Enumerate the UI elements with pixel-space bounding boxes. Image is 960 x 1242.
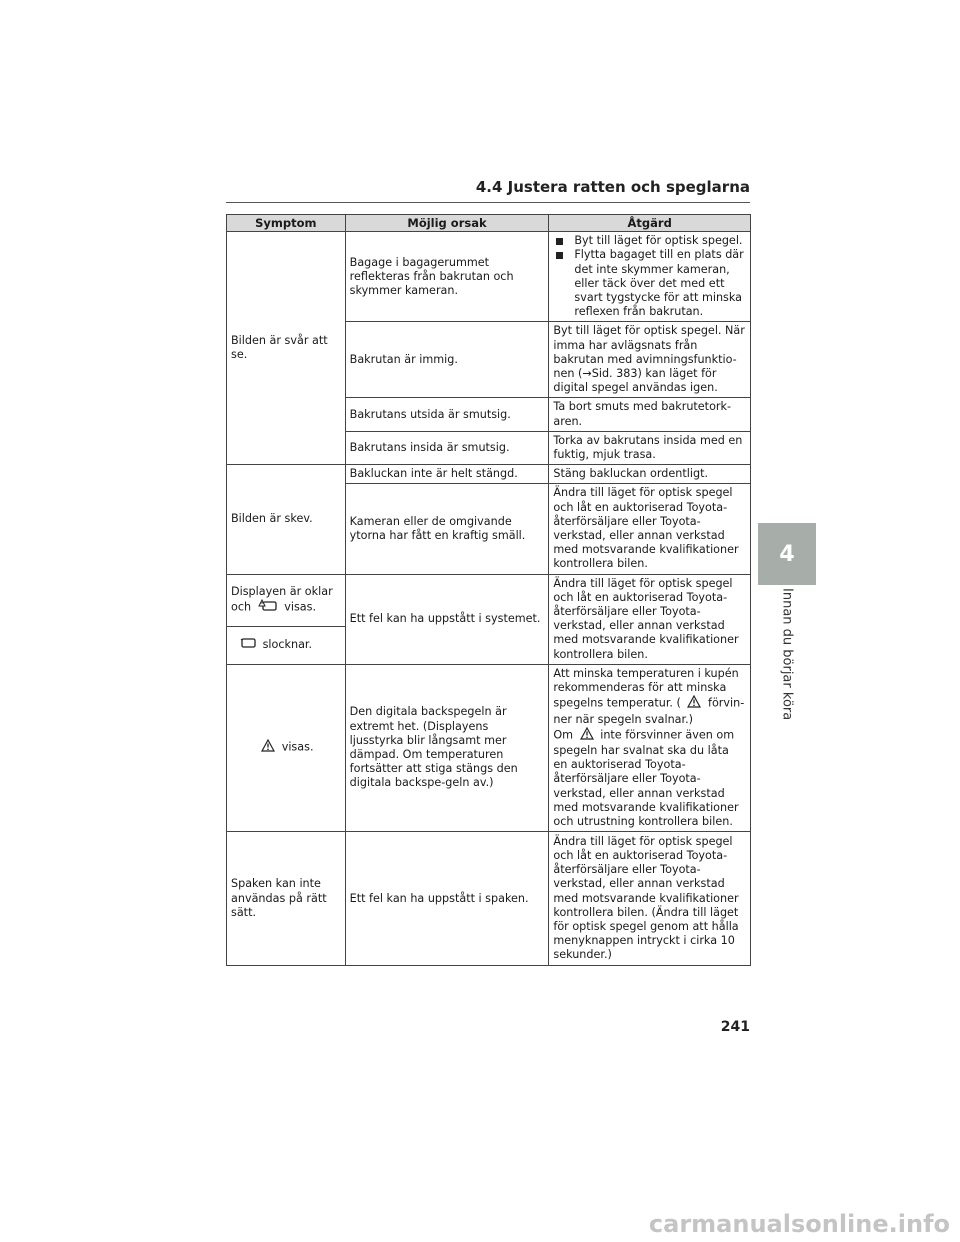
table-row [227, 832, 751, 966]
symptom-cell: slocknar. [227, 627, 346, 665]
table-row [227, 664, 751, 831]
symptom-cell: Bilden är skev. [227, 465, 346, 574]
warning-triangle-icon [580, 727, 594, 744]
symptom-cell: visas. [227, 664, 346, 831]
action-cell: Ändra till läget för optisk spegel och låt en auktoriserad Toyota-återförsäljare eller Toyota-verkstad, eller annan verkstad med motsvarande kvalifikationer kontrollera bilen. [549, 484, 751, 574]
action-cell: Ändra till läget för optisk spegel och låt en auktoriserad Toyota-återförsäljare eller Toyota-verkstad, eller annan verkstad med motsvarande kvalifikationer kontrollera bilen. (Ändra till läget för optisk spegel genom att hålla menyknappen intryckt i cirka 10 sekunder.) [549, 832, 751, 966]
table-row [227, 465, 751, 484]
cause-cell: Bakrutans utsida är smutsig. [345, 398, 549, 431]
cause-cell: Kameran eller de omgivande ytorna har fått en kraftig smäll. [345, 484, 549, 574]
symptom-cell: Spaken kan inte användas på rätt sätt. [227, 832, 346, 966]
action-cell: Torka av bakrutans insida med en fuktig, mjuk trasa. [549, 431, 751, 464]
cause-cell: Bakrutan är immig. [345, 322, 549, 398]
cause-cell: Bagage i bagagerummet reflekteras från bakrutan och skymmer kameran. [345, 232, 549, 322]
action-cell: Ändra till läget för optisk spegel och låt en auktoriserad Toyota-återförsäljare eller Toyota-verkstad, eller annan verkstad med motsvarande kvalifikationer kontrollera bilen. [549, 574, 751, 664]
warning-triangle-icon [261, 739, 275, 756]
header-symptom: Symptom [227, 215, 346, 232]
table-header-row [227, 215, 751, 232]
cause-cell: Ett fel kan ha uppstått i spaken. [345, 832, 549, 966]
chapter-label: Innan du börjar köra [779, 587, 795, 721]
action-cell: Att minska temperaturen i kupén rekommenderas för att minska spegelns temperatur. ( förvin-ner när spegeln svalnar.) Om inte försvinner även om spegeln har svalnat ska du låta en auktoriserad Toyota-återförsäljare eller Toyota-verkstad, eller annan verkstad med motsvarande kvalifikationer och utrustning kontrollera bilen. [549, 664, 751, 831]
action-cell: Ta bort smuts med bakrutetork-aren. [549, 398, 751, 431]
header-cause: Möjlig orsak [345, 215, 549, 232]
cause-cell: Den digitala backspegeln är extremt het. (Displayens ljusstyrka blir långsamt mer dämpad. Om temperaturen fortsätter att stiga stängs den digitala backspe-geln av.) [345, 664, 549, 831]
chapter-tab: 4 [758, 523, 816, 585]
action-cell: Stäng bakluckan ordentligt. [549, 465, 751, 484]
action-cell: Byt till läget för optisk spegel. När imma har avlägsnats från bakrutan med avimningsfunktio-nen (→Sid. 383) kan läget för digital spegel användas igen. [549, 322, 751, 398]
warning-triangle-icon [687, 695, 701, 712]
cause-cell: Ett fel kan ha uppstått i systemet. [345, 574, 549, 664]
section-header: 4.4 Justera ratten och speglarna [226, 178, 750, 203]
mirror-icon [240, 637, 256, 653]
cause-cell: Bakluckan inte är helt stängd. [345, 465, 549, 484]
table-row [227, 574, 751, 626]
cause-cell: Bakrutans insida är smutsig. [345, 431, 549, 464]
symptom-cell: Displayen är oklar och visas. [227, 574, 346, 626]
page-number: 241 [720, 1019, 750, 1035]
mirror-warning-icon [258, 599, 278, 616]
action-cell [549, 232, 751, 322]
symptom-cell: Bilden är svår att se. [227, 232, 346, 465]
bullet-item: Flytta bagaget till en plats där det inte skymmer kameran, eller täck över det med ett svart tygstycke för att minska reflexen från bakrutan. [553, 248, 746, 319]
table-row [227, 232, 751, 322]
troubleshooting-table [226, 214, 751, 966]
bullet-item: Byt till läget för optisk spegel. [553, 234, 746, 248]
watermark: carmanualsonline.info [648, 1210, 950, 1238]
header-action: Åtgärd [549, 215, 751, 232]
